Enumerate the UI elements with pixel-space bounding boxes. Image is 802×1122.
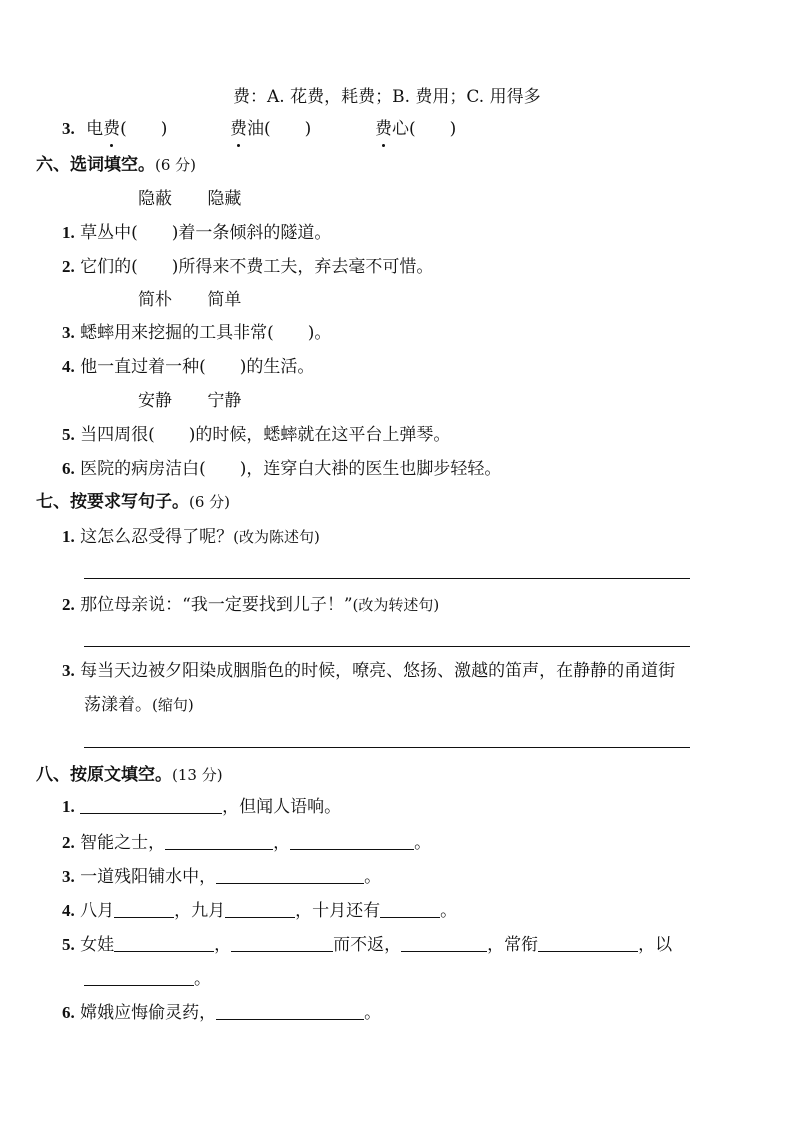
- word-choice-1: [138, 188, 241, 210]
- answer-paren[interactable]: ( ): [409, 119, 457, 139]
- question-text: 八月: [80, 901, 115, 921]
- question-text: 蟋蟀用来挖掘的工具非常( )。: [80, 323, 332, 343]
- question-text: 。: [364, 1003, 382, 1023]
- blank[interactable]: [401, 935, 487, 952]
- question-number: 1.: [62, 797, 75, 816]
- question-text: 每当天边被夕阳染成胭脂色的时候，嘹亮、悠扬、激越的笛声，在静静的甬道街: [80, 661, 676, 681]
- answer-line[interactable]: [84, 578, 690, 579]
- section-score: (6 分): [155, 156, 197, 174]
- question-6-6: [62, 458, 501, 480]
- blank[interactable]: [380, 901, 440, 918]
- question-number: 6.: [62, 1003, 75, 1022]
- section-score: (6 分): [189, 493, 231, 511]
- question-6-4: [62, 356, 314, 378]
- section-score: (13 分): [172, 766, 223, 784]
- word-option: 宁静: [207, 391, 242, 411]
- word-1: 电费: [86, 119, 121, 139]
- blank[interactable]: [216, 1003, 364, 1020]
- word-choice-2: [138, 289, 241, 311]
- blank[interactable]: [538, 935, 638, 952]
- answer-line[interactable]: [84, 646, 690, 647]
- question-text: 智能之士，: [80, 833, 166, 853]
- question-text: ，九月: [174, 901, 226, 921]
- blank[interactable]: [114, 901, 174, 918]
- question-text: 女娃: [80, 935, 115, 955]
- question-text: ，常衔: [487, 935, 539, 955]
- question-number: 5.: [62, 425, 75, 444]
- blank[interactable]: [165, 833, 273, 850]
- question-text: 。: [440, 901, 458, 921]
- question-7-3-cont: [84, 694, 194, 716]
- question-hint: (改为转述句): [352, 596, 440, 614]
- question-text: ，以: [638, 935, 673, 955]
- question-text: 。: [414, 833, 432, 853]
- question-number: 2.: [62, 257, 75, 276]
- question-8-2: [62, 832, 431, 854]
- question-8-1: [62, 796, 341, 818]
- question-text: 那位母亲说：“我一定要找到儿子！”: [80, 595, 353, 615]
- section-7-heading: [36, 491, 230, 513]
- question-text: ，十月还有: [295, 901, 381, 921]
- section-title: 六、选词填空。: [36, 155, 155, 175]
- question-text: 嫦娥应悔偷灵药，: [80, 1003, 217, 1023]
- answer-paren[interactable]: ( ): [120, 119, 168, 139]
- blank[interactable]: [84, 969, 194, 986]
- question-number: 1.: [62, 527, 75, 546]
- question-number: 3.: [62, 119, 75, 138]
- answer-paren[interactable]: ( ): [264, 119, 312, 139]
- question-text: 而不返，: [333, 935, 402, 955]
- question-text: 它们的( )所得来不费工夫，弃去毫不可惜。: [80, 257, 434, 277]
- blank[interactable]: [290, 833, 414, 850]
- question-8-6: [62, 1002, 381, 1024]
- question-text: 当四周很( )的时候，蟋蟀就在这平台上弹琴。: [80, 425, 451, 445]
- question-number: 4.: [62, 357, 75, 376]
- question-number: 4.: [62, 901, 75, 920]
- question-hint: (缩句): [152, 696, 194, 714]
- definition-line: [233, 86, 541, 108]
- word-option: 安静: [138, 391, 172, 411]
- question-8-4: [62, 900, 457, 922]
- question-number: 2.: [62, 833, 75, 852]
- question-8-3: [62, 866, 381, 888]
- question-6-3: [62, 322, 331, 344]
- blank[interactable]: [80, 797, 222, 814]
- question-text: 。: [194, 969, 211, 989]
- question-text: 一道残阳铺水中，: [80, 867, 217, 887]
- question-text: 。: [364, 867, 382, 887]
- question-hint: (改为陈述句): [233, 528, 320, 546]
- question-text: ，: [214, 935, 232, 955]
- word-option: 隐蔽: [138, 189, 172, 209]
- word-3: 费心: [375, 119, 409, 139]
- question-6-1: [62, 222, 331, 244]
- question-number: 6.: [62, 459, 75, 478]
- section-title: 七、按要求写句子。: [36, 492, 189, 512]
- word-2: 费油: [230, 119, 264, 139]
- blank[interactable]: [225, 901, 295, 918]
- answer-line[interactable]: [84, 747, 690, 748]
- word-choice-3: [138, 390, 241, 412]
- section-title: 八、按原文填空。: [36, 765, 172, 785]
- word-2-group: [230, 118, 311, 140]
- question-text: ，: [273, 833, 291, 853]
- question-7-1: [62, 526, 320, 548]
- question-text: 这怎么忍受得了呢？: [80, 527, 234, 547]
- question-7-2: [62, 594, 439, 616]
- question-7-3: [62, 660, 675, 682]
- question-number: 3.: [62, 867, 75, 886]
- question-8-5-cont: [84, 968, 211, 990]
- word-option: 隐藏: [207, 189, 242, 209]
- question-6-5: [62, 424, 450, 446]
- question-number: 5.: [62, 935, 75, 954]
- question-text: 荡漾着。: [84, 695, 152, 715]
- question-text: 草丛中( )着一条倾斜的隧道。: [80, 223, 332, 243]
- question-6-2: [62, 256, 433, 278]
- question-number: 2.: [62, 595, 75, 614]
- blank[interactable]: [114, 935, 214, 952]
- question-number: 3.: [62, 323, 75, 342]
- question-8-5: [62, 934, 672, 956]
- question-text: 医院的病房洁白( )，连穿白大褂的医生也脚步轻轻。: [80, 459, 502, 479]
- section-8-heading: [36, 764, 223, 786]
- word-option: 简朴: [138, 290, 172, 310]
- blank[interactable]: [216, 867, 364, 884]
- definition-text: 费：A. 花费，耗费；B. 费用；C. 用得多: [233, 87, 541, 107]
- section-6-heading: [36, 154, 196, 176]
- question-text: ，但闻人语响。: [222, 797, 342, 817]
- question-text: 他一直过着一种( )的生活。: [80, 357, 315, 377]
- question-number: 3.: [62, 661, 75, 680]
- question-5-3: [62, 118, 167, 140]
- word-option: 简单: [207, 290, 242, 310]
- question-number: 1.: [62, 223, 75, 242]
- word-3-group: [375, 118, 456, 140]
- blank[interactable]: [231, 935, 333, 952]
